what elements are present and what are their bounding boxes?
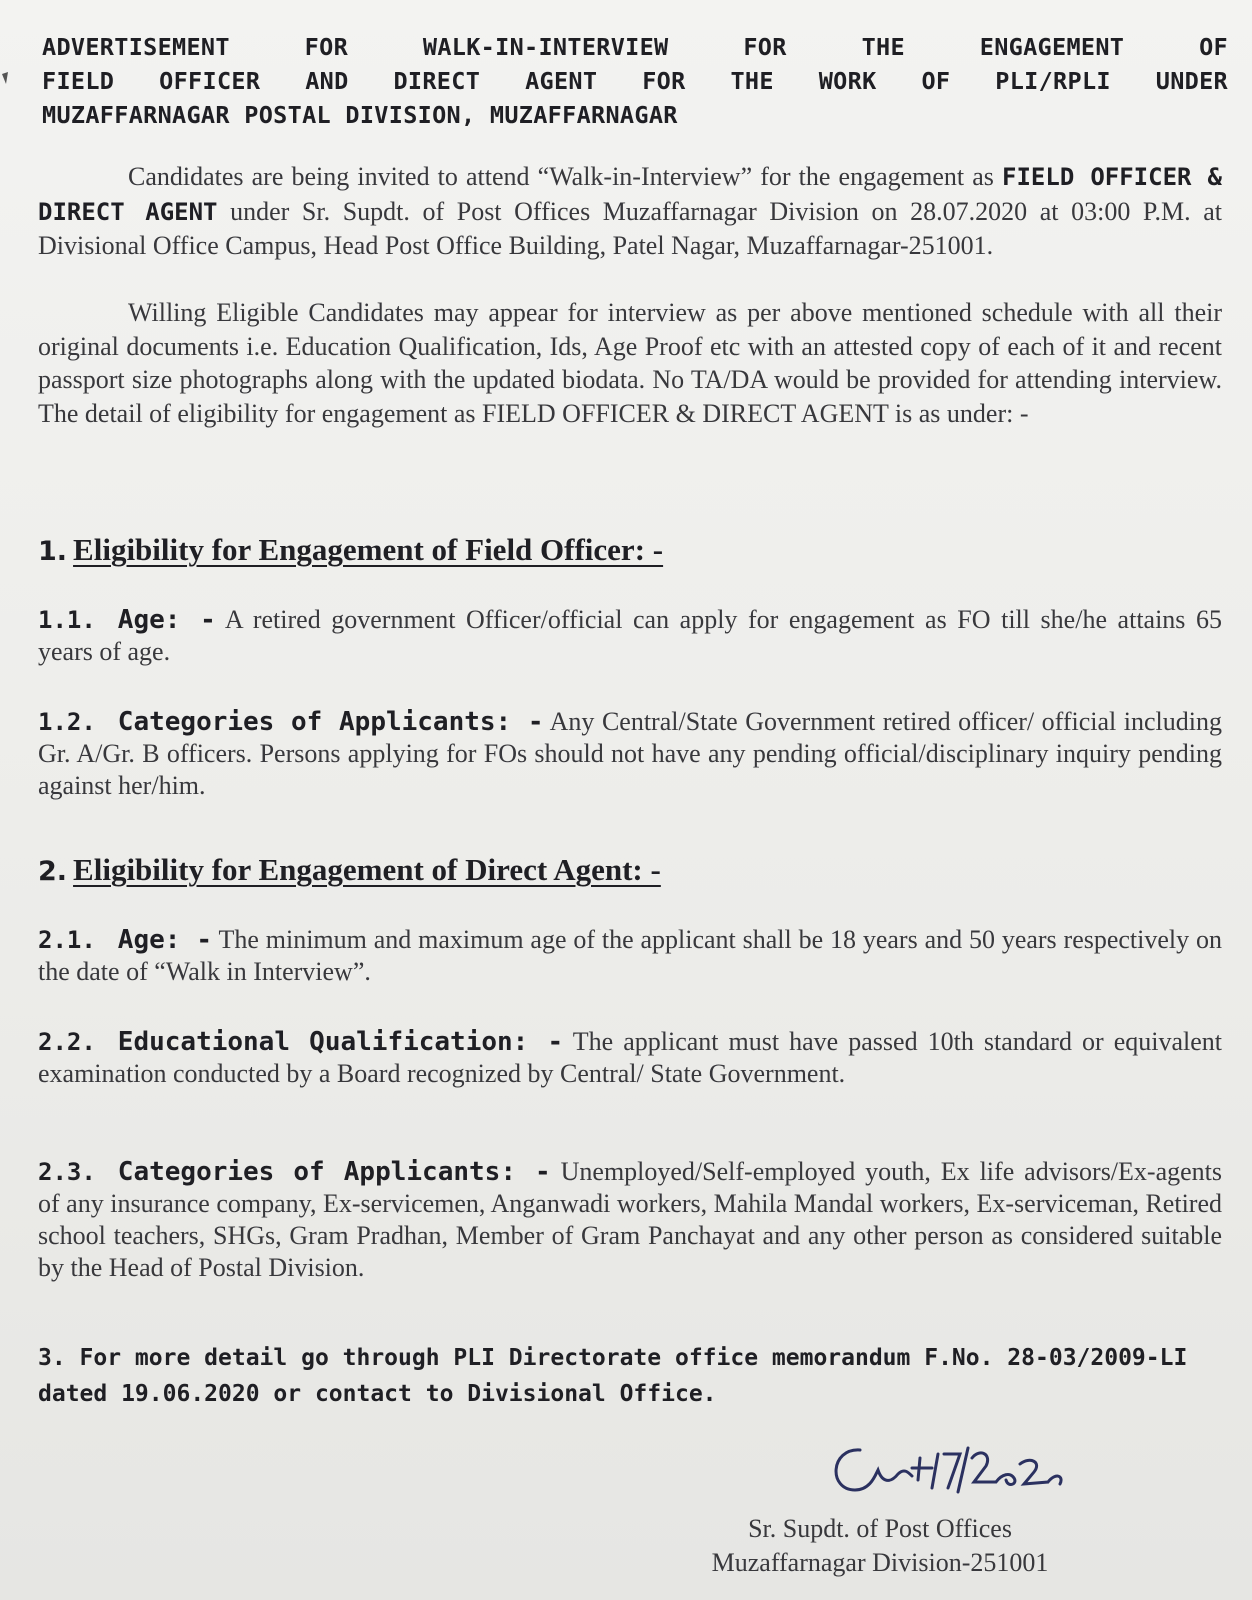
handwritten-signature <box>820 1428 1150 1508</box>
section-2-heading <box>38 852 661 888</box>
item-1-1: 1.1. Age: - A retired government Officer/official can apply for engagement as FO till she/he attains 65 years of age. <box>38 605 1222 666</box>
title-line-2: FIELD OFFICER AND DIRECT AGENT FOR THE WORK OF PLI/RPLI UNDER <box>42 67 1228 95</box>
title-line-1: ADVERTISEMENT FOR WALK-IN-INTERVIEW FOR THE ENGAGEMENT OF <box>42 33 1228 61</box>
section-1-number: 1. <box>38 536 68 567</box>
signatory-block <box>640 1512 1120 1580</box>
section-2-number: 2. <box>38 856 68 887</box>
intro-paragraph-2: Willing Eligible Candidates may appear for interview as per above mentioned schedule with all their original documents i.e. Education Qualification, Ids, Age Proof etc with an attested copy of each of it and recent passport size photographs along with the updated biodata. No TA/DA would be provided for attending interview. The detail of eligibility for engagement as FIELD OFFICER & DIRECT AGENT is as under: - <box>38 298 1222 428</box>
item-1-2: 1.2. Categories of Applicants: - Any Central/State Government retired officer/ official including Gr. A/Gr. B officers. Persons applying for FOs should not have any pending official/disciplinary inquiry pending against her/him. <box>38 707 1223 800</box>
signatory-division: Muzaffarnagar Division-251001 <box>711 1548 1049 1577</box>
signatory-designation: Sr. Supdt. of Post Offices <box>748 1514 1012 1543</box>
item-2-3: 2.3. Categories of Applicants: - Unemployed/Self-employed youth, Ex life advisors/Ex-agents of any insurance company, Ex-servicemen, Anganwadi workers, Mahila Mandal workers, Ex-serviceman, Retired school teachers, SHGs, Gram Pradhan, Member of Gram Panchayat and any other person as considered suitable by the Head of Postal Division. <box>38 1157 1222 1282</box>
item-2-1: 2.1. Age: - The minimum and maximum age of the applicant shall be 18 years and 50 years respectively on the date of “Walk in Interview”. <box>38 925 1223 986</box>
intro-paragraph-1: Candidates are being invited to attend “Walk-in-Interview” for the engagement as FIELD OFFICER & DIRECT AGENT under Sr. Supdt. of Post Offices Muzaffarnagar Division on 28.07.2020 at 03:00 P.M. at Divisional Office Campus, Head Post Office Building, Patel Nagar, Muzaffarnagar-251001. <box>38 162 1222 260</box>
item-2-2: 2.2. Educational Qualification: - The applicant must have passed 10th standard or equivalent examination conducted by a Board recognized by Central/ State Government. <box>38 1027 1222 1088</box>
section-2-title: Eligibility for Engagement of Direct Agent: - <box>73 852 661 887</box>
page-fold-mark <box>0 72 10 86</box>
advertisement-title <box>42 30 1228 132</box>
section-1-heading <box>38 532 663 568</box>
post-names-bold: FIELD OFFICER & DIRECT AGENT <box>38 163 1222 226</box>
section-1-title: Eligibility for Engagement of Field Officer: - <box>73 532 664 567</box>
title-line-3: MUZAFFARNAGAR POSTAL DIVISION, MUZAFFARNAGAR <box>42 101 678 129</box>
more-detail-note: 3. For more detail go through PLI Directorate office memorandum F.No. 28-03/2009-LI dated 19.06.2020 or contact to Divisional Office. <box>38 1345 1188 1407</box>
